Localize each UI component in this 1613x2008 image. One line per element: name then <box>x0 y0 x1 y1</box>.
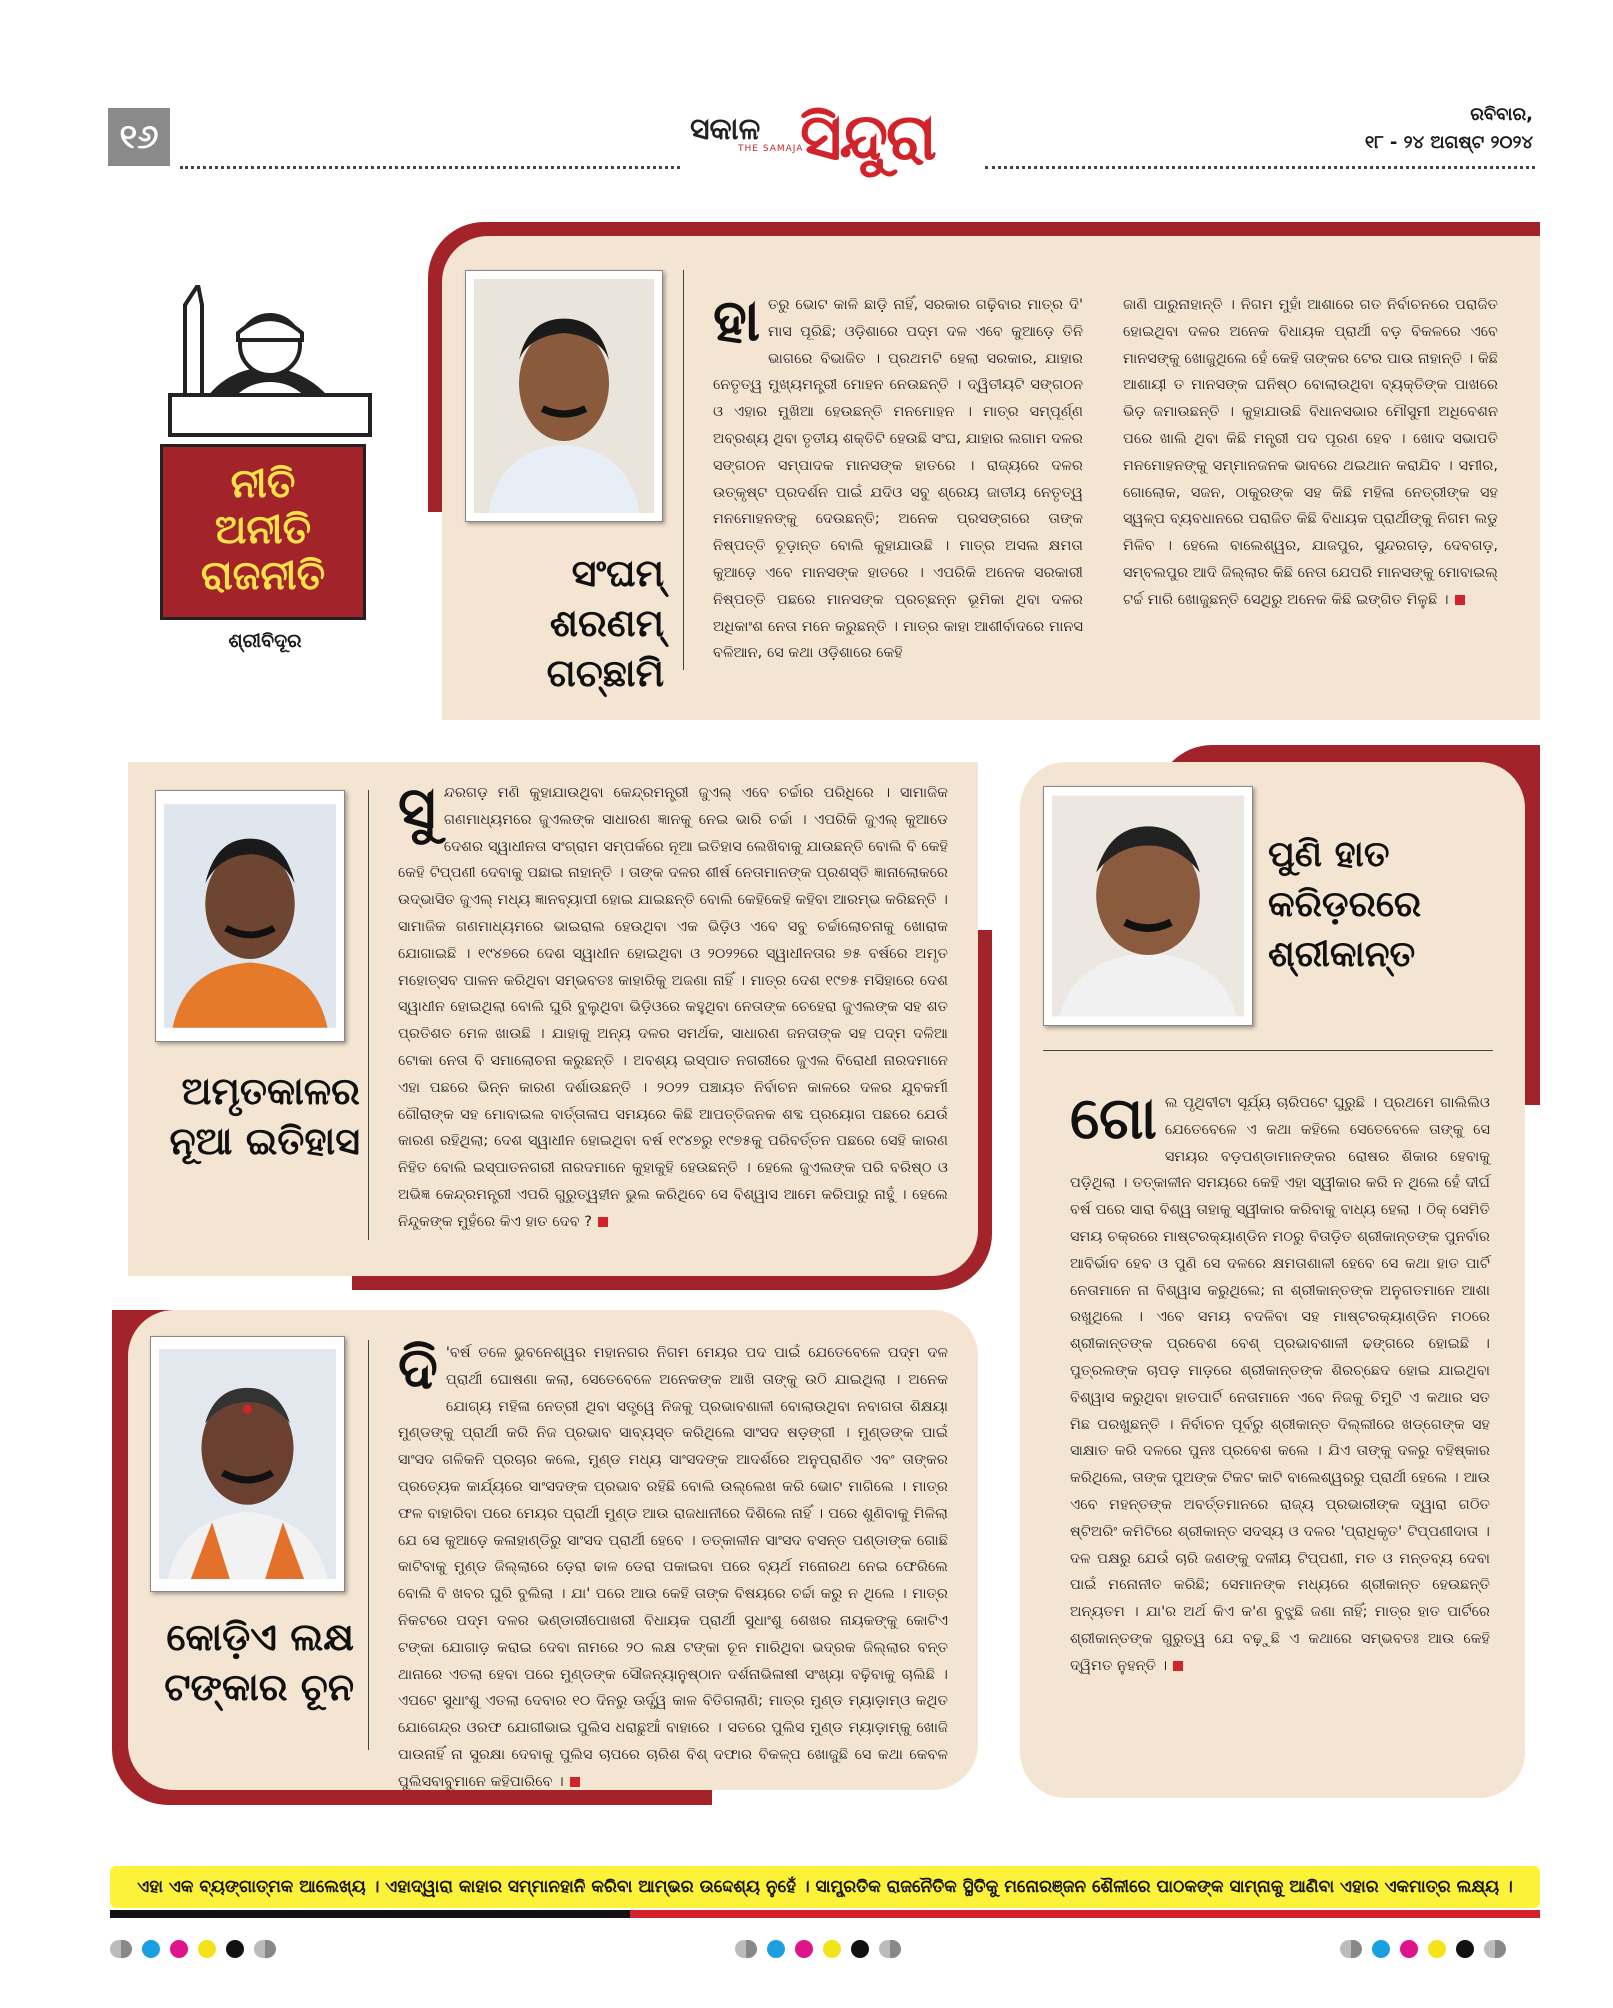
logo-sakal: ସକାଳ <box>690 112 761 147</box>
registration-mark <box>1372 1940 1390 1958</box>
article3-text: ଲ ପୃଥିବୀଟା ସୂର୍ଯ୍ୟ ଚାରିପଟେ ଘୁରୁଛି । ପ୍ରଥମେ ଗାଲିଲିଓ ଯେତେବେଳେ ଏ କଥା କହିଲେ ସେତେବେଳେ ତାଙ୍କୁ ସେ ସମୟର ବଡ଼ପଣ୍ଡାମାନଙ୍କର ରୋଷର ଶିକାର ହେବାକୁ ପଡ଼ିଥିଲା । ତତ୍କାଳୀନ ସମୟରେ କେହି ଏହା ସ୍ୱୀକାର କରି ନ ଥିଲେ ହେଁ ଦୀର୍ଘ ବର୍ଷ ପରେ ସାରା ବିଶ୍ୱ ତାହାକୁ ସ୍ୱୀକାର କରିବାକୁ ବାଧ୍ୟ ହେଲା । ଠିକ୍ ସେମିତି ସମୟ ଚକ୍ରରେ ମାଷ୍ଟରକ୍ୟାଣ୍ଡିନ ମଠରୁ ବିତାଡ଼ିତ ଶ୍ରୀକାନ୍ତଙ୍କ ପୁନର୍ବାର ଆବିର୍ଭାବ ହେବ ଓ ପୁଣି ସେ ଦଳରେ କ୍ଷମତାଶାଳୀ ହେବେ ସେ କଥା ହାତ ପାର୍ଟି ନେତାମାନେ ନା ବିଶ୍ୱାସ କରୁଥିଲେ; ନା ଶ୍ରୀକାନ୍ତଙ୍କ ଅନୁଗତମାନେ ଆଶା ରଖୁଥିଲେ । ଏବେ ସମୟ ବଦଳିବା ସହ ମାଷ୍ଟରକ୍ୟାଣ୍ଡିନ ମଠରେ ଶ୍ରୀକାନ୍ତଙ୍କ ପ୍ରବେଶ ବେଶ୍ ପ୍ରଭାବଶାଳୀ ଢଙ୍ଗରେ ହୋଇଛି । ପୁତ୍ରଲଙ୍କ ଚାପଡ଼ ମାଡ଼ରେ ଶ୍ରୀକାନ୍ତଙ୍କ ଶିରଚ୍ଛେଦ ହୋଇ ଯାଇଥିବା ବିଶ୍ୱାସ କରୁଥିବା ହାତପାର୍ଟି ନେତାମାନେ ଏବେ ନିଜକୁ ଚିମୁଟି ଏ କଥାର ସତ ମିଛ ପରଖୁଛନ୍ତି । ନିର୍ବାଚନ ପୂର୍ବରୁ ଶ୍ରୀକାନ୍ତ ଦିଲ୍ଲୀରେ ଖଡ୍ଗେଙ୍କ ସହ ସାକ୍ଷାତ କରି ଦଳରେ ପୁନଃ ପ୍ରବେଶ କଲେ । ଯିଏ ତାଙ୍କୁ ଦଳରୁ ବହିଷ୍କାର କରିଥିଲେ, ତାଙ୍କ ପୁଅଙ୍କ ଟିକଟ କାଟି ବାଲେଶ୍ୱରରୁ ପ୍ରାର୍ଥୀ ହେଲେ । ଆଉ ଏବେ ମହନ୍ତଙ୍କ ଅବର୍ତ୍ତମାନରେ ରାଜ୍ୟ ପ୍ରଭାରୀଙ୍କ ଦ୍ୱାରା ଗଠିତ ଷ୍ଟିଅରିଂ କମିଟିରେ ଶ୍ରୀକାନ୍ତ ସଦସ୍ୟ ଓ ଦଳର 'ପ୍ରାଧିକୃତ' ଟିପ୍ପଣୀଦାତା । ଦଳ ପକ୍ଷରୁ ଯେଉଁ ଚାରି ଜଣଙ୍କୁ ଦଳୀୟ ଟିପ୍ପଣୀ, ମତ ଓ ମନ୍ତବ୍ୟ ଦେବା ପାଇଁ ମନୋନୀତ କରିଛି; ସେମାନଙ୍କ ମଧ୍ୟରେ ଶ୍ରୀକାନ୍ତ ହେଉଛନ୍ତି ଅନ୍ୟତମ । ଯା'ର ଅର୍ଥ କିଏ କ'ଣ ବୁଝୁଛି ଜଣା ନାହିଁ; ମାତ୍ର ହାତ ପାର୍ଟିରେ ଶ୍ରୀକାନ୍ତଙ୍କ ଗୁରୁତ୍ୱ ଯେ ବଢ଼ୁଛି ଏ କଥାରେ ସମ୍ଭବତଃ ଆଉ କେହି ଦ୍ୱିମତ ନୁହନ୍ତି । <box>1070 1094 1490 1674</box>
registration-mark <box>1484 1940 1506 1958</box>
registration-mark <box>170 1940 188 1958</box>
registration-mark <box>1428 1940 1446 1958</box>
registration-mark <box>198 1940 216 1958</box>
article2-divider <box>368 790 369 1240</box>
registration-mark <box>254 1940 276 1958</box>
headline-line: ଗଚ୍ଛାମି <box>546 651 664 695</box>
headline-line: ଅମୃତକାଳର <box>181 1069 360 1113</box>
headline-line: ସଂଘମ୍ ଶରଣମ୍ <box>549 551 664 645</box>
logo-sakal-sub: THE SAMAJA <box>738 144 804 154</box>
registration-mark <box>1456 1940 1474 1958</box>
headline-line: ଟଙ୍କାର ଚୂନ <box>164 1665 354 1709</box>
column-title-line: ଅନୀତି <box>214 507 312 553</box>
article4-text: 'ବର୍ଷ ତଳେ ଭୁବନେଶ୍ୱର ମହାନଗର ନିଗମ ମେୟର ପଦ ପାଇଁ ଯେତେବେଳେ ପଦ୍ମ ଦଳ ପ୍ରାର୍ଥୀ ଘୋଷଣା କଲା, ସେତେବେଳେ ଅନେକଙ୍କ ଆଖି ତାଙ୍କୁ ଉଠି ଯାଇଥିଲା । ଅନେକ ଯୋଗ୍ୟ ମହିଳା ନେତ୍ରୀ ଥିବା ସତ୍ତ୍ୱେ ନିଜକୁ ପ୍ରଭାବଶାଳୀ ବୋଲାଉଥିବା ନବାଗତା ଶିକ୍ଷୟା ମୁଣ୍ଡଙ୍କୁ ପ୍ରାର୍ଥୀ କରି ନିଜ ପ୍ରଭାବ ସାବ୍ୟସ୍ତ କରିଥିଲେ ସାଂସଦ ଷଡ଼ଙ୍ଗୀ । ମୁଣ୍ଡଙ୍କ ପାଇଁ ସାଂସଦ ଗଳିକନି ପ୍ରଚାର କଲେ, ମୁଣ୍ଡ ମଧ୍ୟ ସାଂସଦଙ୍କ ଆଦର୍ଶରେ ଅନୁପ୍ରାଣିତ ଏବଂ ତାଙ୍କର ପ୍ରତ୍ୟେକ କାର୍ଯ୍ୟରେ ସାଂସଦଙ୍କ ପ୍ରଭାବ ରହିଛି ବୋଲି ଉଲ୍ଲେଖ କରି ଭୋଟ ମାଗିଲେ । ମାତ୍ର ଫଳ ବାହାରିବା ପରେ ମେୟର ପ୍ରାର୍ଥୀ ମୁଣ୍ଡ ଆଉ ରାଜଧାନୀରେ ଦିଶିଲେ ନାହିଁ । ପରେ ଶୁଣିବାକୁ ମିଳିଲା ଯେ ସେ କୁଆଡ଼େ କଳାହାଣ୍ଡିରୁ ସାଂସଦ ପ୍ରାର୍ଥୀ ହେବେ । ତତ୍କାଳୀନ ସାଂସଦ ବସନ୍ତ ପଣ୍ଡାଙ୍କ ଗୋଛି କାଟିବାକୁ ମୁଣ୍ଡ ଜିଲ୍ଲାରେ ଡ଼େରା ଢାଳ ଡେରା ପକାଇବା ପରେ ବ୍ୟର୍ଥ ମନୋରଥ ନେଇ ଫେରିଲେ ବୋଲି ବି ଖବର ଘୁରି ବୁଲିଲା । ଯା' ପରେ ଆଉ କେହି ତାଙ୍କ ବିଷୟରେ ଚର୍ଚ୍ଚା କରୁ ନ ଥିଲେ । ମାତ୍ର ନିକଟରେ ପଦ୍ମ ଦଳର ଭଣ୍ଡାରୀପୋଖରୀ ବିଧାୟକ ପ୍ରାର୍ଥୀ ସୁଧାଂଶୁ ଶେଖର ନାୟକଙ୍କୁ କୋଟିଏ ଟଙ୍କା ଯୋଗାଡ଼ କରାଇ ଦେବା ନାମରେ ୨୦ ଲକ୍ଷ ଟଙ୍କା ଚୂନ ମାରିଥିବା ଭଦ୍ରକ ଜିଲ୍ଲାର ବନ୍ତ ଥାନାରେ ଏତଲା ହେବା ପରେ ମୁଣ୍ଡଙ୍କ ସୌଜନ୍ୟାନୁଷ୍ଠାନ ଦର୍ଶନାଭିଳାଷୀ ସଂଖ୍ୟା ବଢ଼ିବାକୁ ଚାଲିଛି । ଏପଟେ ସୁଧାଂଶୁ ଏତଲା ଦେବାର ୧୦ ଦିନରୁ ଊର୍ଦ୍ଧ୍ୱ କାଳ ବିତିଗଲାଣି; ମାତ୍ର ମୁଣ୍ଡ ମ୍ୟାଡ଼ାମ୍‌ଓ କଥିତ ଯୋଗେନ୍ଦ୍ର ଓରଫ ଯୋଗୀଭାଇ ପୁଲିସ ଧରାଛୁଆଁ ବାହାରେ । ସତରେ ପୁଲିସ ମୁଣ୍ଡ ମ୍ୟାଡ଼ାମ୍‌କୁ ଖୋଜି ପାଉନାହିଁ ନା ସୁରକ୍ଷା ଦେବାକୁ ପୁଲିସ ଚାପରେ ଚାରିଶ ବିଶ୍ ଦଫାର ବିକଳ୍ପ ଖୋଜୁଛି ସେ କଥା କେବଳ ପୁଲିସବାବୁମାନେ କହିପାରିବେ । <box>398 1344 948 1790</box>
end-mark <box>598 1217 608 1227</box>
page-number: ୧୬ <box>108 108 170 166</box>
portrait-icon <box>474 279 654 513</box>
headline-line: ପୁଣି ହାତ <box>1268 834 1390 875</box>
registration-mark <box>1400 1940 1418 1958</box>
article4-photo <box>150 1336 345 1592</box>
column-title-box <box>160 444 366 620</box>
article1-text-col1: ତରୁ ଭୋଟ କାଳି ଛାଡ଼ି ନାହିଁ, ସରକାର ଗଢ଼ିବାର ମାତ୍ର ଦି' ମାସ ପୂରିଛି; ଓଡ଼ିଶାରେ ପଦ୍ମ ଦଳ ଏବେ କୁଆଡ଼େ ତିନି ଭାଗରେ ବିଭାଜିତ । ପ୍ରଥମଟି ହେଲା ସରକାର, ଯାହାର ନେତୃତ୍ୱ ମୁଖ୍ୟମନ୍ତ୍ରୀ ମୋହନ ନେଉଛନ୍ତି । ଦ୍ୱିତୀୟଟି ସଙ୍ଗଠନ ଓ ଏହାର ମୁଖିଆ ହେଉଛନ୍ତି ମନମୋହନ । ମାତ୍ର ସମ୍ପୂର୍ଣ୍ଣ ଅବ୍ରଶ୍ୟ ଥିବା ତୃତୀୟ ଶକ୍ତିଟି ହେଉଛି ସଂଘ, ଯାହାର ଲଗାମ ଦଳର ସଙ୍ଗଠନ ସମ୍ପାଦକ ମାନସଙ୍କ ହାତରେ । ରାଜ୍ୟରେ ଦଳର ଉତ୍କୃଷ୍ଟ ପ୍ରଦର୍ଶନ ପାଇଁ ଯଦିଓ ସବୁ ଶ୍ରେୟ ଜାତୀୟ ନେତୃତ୍ୱ ମନମୋହନଙ୍କୁ ଦେଉଛନ୍ତି; ଅନେକ ପ୍ରସଙ୍ଗରେ ତାଙ୍କ ନିଷ୍ପତ୍ତି ଚୂଡ଼ାନ୍ତ ବୋଲି କୁହାଯାଉଛି । ମାତ୍ର ଅସଲ କ୍ଷମତା କୁଆଡ଼େ ଏବେ ମାନସଙ୍କ ହାତରେ । ଏପରିକି ଅନେକ ସରକାରୀ ନିଷ୍ପତ୍ତି ପଛରେ ମାନସଙ୍କ ପ୍ରଚ୍ଛନ୍ନ ଭୂମିକା ଥିବା ଦଳର ଅଧିକାଂଶ ନେତା ମନେ କରୁଛନ୍ତି । ମାତ୍ର କାହା ଆଶୀର୍ବାଦରେ ମାନସ ବଳିଆନ, ସେ କଥା ଓଡ଼ିଶାରେ କେହି <box>713 296 1083 662</box>
registration-mark <box>110 1940 132 1958</box>
header-rule-left <box>180 166 680 169</box>
registration-mark <box>735 1940 757 1958</box>
article1-headline <box>452 548 664 698</box>
dropcap: ଗୋ <box>1070 1084 1157 1152</box>
article3-headline <box>1268 830 1508 980</box>
article2-text: ନ୍ଦରଗଡ଼ ମଣି କୁହାଯାଉଥିବା କେନ୍ଦ୍ରମନ୍ତ୍ରୀ ଜୁଏଲ୍ ଏବେ ଚର୍ଚ୍ଚାର ପରିଧିରେ । ସାମାଜିକ ଗଣମାଧ୍ୟମରେ ଜୁଏଲଙ୍କ ସାଧାରଣ ଜ୍ଞାନକୁ ନେଇ ଭାରି ଚର୍ଚ୍ଚା । ଏପରିକି ଜୁଏଲ୍ କୁଆଡେ ଦେଶର ସ୍ୱାଧୀନତା ସଂଗ୍ରାମ ସମ୍ପର୍କରେ ନୂଆ ଇତିହାସ ଲେଖିବାକୁ ଯାଉଛନ୍ତି ବୋଲି ବି କେହି କେହି ଟିପ୍ପଣୀ ଦେବାକୁ ପଛାଇ ନାହାନ୍ତି । ତାଙ୍କ ଦଳର ଶୀର୍ଷ ନେତାମାନଙ୍କ ପ୍ରଶସ୍ତି ଜ୍ଞାନାଲୋକରେ ଉଦ୍ଭାସିତ ଜୁଏଲ୍ ମଧ୍ୟ ଜ୍ଞାନବ୍ୟାପୀ ହୋଇ ଯାଇଛନ୍ତି ବୋଲି କେହିକେହି କହିବା ଆରମ୍ଭ କରିଛନ୍ତି । ସାମାଜିକ ଗଣମାଧ୍ୟମରେ ଭାଇରାଲ ହେଉଥିବା ଏକ ଭିଡ଼ିଓ ଏବେ ସବୁ ଚର୍ଚ୍ଚାଲୋଚନାକୁ ଖୋରାକ ଯୋଗାଇଛି । ୧୯୪୭ରେ ଦେଶ ସ୍ୱାଧୀନ ହୋଇଥିବା ଓ ୨୦୨୨ରେ ସ୍ୱାଧୀନତାର ୭୫ ବର୍ଷରେ ଅମୃତ ମହୋତ୍ସବ ପାଳନ କରିଥିବା ସମ୍ଭବତଃ କାହାରିକୁ ଅଜଣା ନାହିଁ । ମାତ୍ର ଦେଶ ୧୯୭୫ ମସିହାରେ ଦେଶ ସ୍ୱାଧୀନ ହୋଇଥିଲା ବୋଲି ଘୁରି ବୁଲୁଥିବା ଭିଡ଼ିଓରେ କହୁଥିବା ନେତାଙ୍କ ଚେହେରା ଜୁଏଲଙ୍କ ସହ ଶତ ପ୍ରତିଶତ ମେଳ ଖାଉଛି । ଯାହାକୁ ଅନ୍ୟ ଦଳର ସମର୍ଥକ, ସାଧାରଣ ଜନତାଙ୍କ ସହ ପଦ୍ମ ଦଳିଆ ଟୋକା ନେତା ବି ସମାଲୋଚନା କରୁଛନ୍ତି । ଅବଶ୍ୟ ଇସ୍ପାତ ନଗରୀରେ ଜୁଏଲ ବିରୋଧୀ ନାରଦମାନେ ଏହା ପଛରେ ଭିନ୍ନ କାରଣ ଦର୍ଶାଉଛନ୍ତି । ୨୦୨୨ ପଞ୍ଚାୟତ ନିର୍ବାଚନ କାଳରେ ଦଳର ଯୁବକର୍ମୀ ଗୌରାଙ୍କ ସହ ମୋବାଇଲ ବାର୍ତ୍ତାଳାପ ସମୟରେ କିଛି ଆପତ୍ତିଜନକ ଶବ୍ଦ ପ୍ରୟୋଗ ପଛରେ ଯେଉଁ କାରଣ ରହିଥିଲା; ଦେଶ ସ୍ୱାଧୀନ ହୋଇଥିବା ବର୍ଷ ୧୯୪୭ରୁ ୧୯୭୫କୁ ପରିବର୍ତ୍ତନ ପଛରେ ସେହି କାରଣ ନିହିତ ବୋଲି ଇସ୍ପାତନଗରୀ ନାରଦମାନେ କୁହାକୁହି ହେଉଛନ୍ତି । ହେଲେ ଜୁଏଲଙ୍କ ପରି ବରିଷ୍ଠ ଓ ଅଭିଜ୍ଞ କେନ୍ଦ୍ରମନ୍ତ୍ରୀ ଏପରି ଗୁରୁତ୍ୱହୀନ ଭୁଲ କରିଥିବେ ସେ ବିଶ୍ୱାସ ଆମେ କରିପାରୁ ନାହୁଁ । ହେଲେ ନିନ୍ଦୁକଙ୍କ ମୁହଁରେ କିଏ ହାତ ଦେବ ? <box>398 784 948 1230</box>
footer-disclaimer: ଏହା ଏକ ବ୍ୟଙ୍ଗାତ୍ମକ ଆଲେଖ୍ୟ । ଏହାଦ୍ୱାରା କାହାର ସମ୍ମାନହାନି କରିବା ଆମ୍ଭର ଉଦ୍ଦେଶ୍ୟ ନୁହେଁ । ସାମ୍ପ୍ରତିକ ରାଜନୈତିକ ସ୍ଥିତିକୁ ମନୋରଞ୍ଜନ ଶୈଳୀରେ ପାଠକଙ୍କ ସାମ୍ନାକୁ ଆଣିବା ଏହାର ଏକମାତ୍ର ଲକ୍ଷ୍ୟ । <box>110 1866 1540 1908</box>
article4-divider <box>368 1340 369 1750</box>
registration-marks-center <box>735 1940 901 1958</box>
politician-illustration <box>150 285 390 445</box>
end-mark <box>1455 595 1465 605</box>
logo-sindura: ସିନ୍ଦୁରା <box>800 100 935 175</box>
registration-mark <box>879 1940 901 1958</box>
registration-mark <box>1340 1940 1362 1958</box>
portrait-icon <box>159 1345 336 1583</box>
dropcap: ସୁ <box>398 774 436 842</box>
headline-line: କୋଡ଼ିଏ ଲକ୍ଷ <box>166 1615 354 1659</box>
registration-mark <box>226 1940 244 1958</box>
registration-marks-left <box>110 1940 276 1958</box>
registration-mark <box>142 1940 160 1958</box>
registration-mark <box>795 1940 813 1958</box>
end-mark <box>570 1777 580 1787</box>
article4-headline <box>130 1612 354 1712</box>
article4-body <box>398 1334 948 1796</box>
article3-photo <box>1043 786 1253 1026</box>
end-mark <box>1173 1661 1183 1671</box>
article1-divider <box>683 270 684 670</box>
registration-mark <box>823 1940 841 1958</box>
headline-line: ଶ୍ରୀକାନ୍ତ <box>1268 934 1416 975</box>
article2-body <box>398 774 948 1236</box>
headline-line: କରିଡ଼ରରେ <box>1268 884 1422 925</box>
article1-col1 <box>713 286 1083 667</box>
column-byline: ଶ୍ରୀବିଦୂର <box>228 630 302 652</box>
registration-mark <box>851 1940 869 1958</box>
article2-headline <box>136 1066 360 1166</box>
article3-body <box>1070 1084 1490 1680</box>
article3-divider <box>1043 1050 1493 1051</box>
header-rule-right <box>985 166 1535 169</box>
dropcap: ହା <box>713 286 761 354</box>
date-range: ୧୮ - ୨୪ ଅଗଷ୍ଟ ୨୦୨୪ <box>1364 132 1533 153</box>
portrait-icon <box>1052 795 1244 1017</box>
article1-photo <box>465 270 663 522</box>
article2-photo <box>155 790 345 1042</box>
registration-mark <box>767 1940 785 1958</box>
registration-marks-right <box>1340 1940 1506 1958</box>
portrait-icon <box>164 799 336 1033</box>
article1-col2 <box>1123 292 1498 614</box>
headline-line: ନୂଆ ଇତିହାସ <box>169 1119 360 1163</box>
color-stripe-black <box>110 1910 630 1918</box>
color-stripe-red <box>630 1910 1540 1918</box>
column-title-line: ରାଜନୀତି <box>200 553 326 599</box>
date-day: ରବିବାର, <box>1470 104 1533 125</box>
article1-text-col2: ଜାଣି ପାରୁନାହାନ୍ତି । ନିଗମ ମୁହାଁ ଆଶାରେ ଗତ ନିର୍ବାଚନରେ ପରାଜିତ ହୋଇଥିବା ଦଳର ଅନେକ ବିଧାୟକ ପ୍ରାର୍ଥୀ ବଡ଼ ବିକଳରେ ଏବେ ମାନସଙ୍କୁ ଖୋଜୁଥିଲେ ହେଁ କେହି ତାଙ୍କର ଟେର ପାଉ ନାହାନ୍ତି । କିଛି ଆଶାୟୀ ତ ମାନସଙ୍କ ଘନିଷ୍ଠ ବୋଲାଉଥିବା ବ୍ୟକ୍ତିଙ୍କ ପାଖରେ ଭିଡ଼ ଜମାଉଛନ୍ତି । କୁହାଯାଉଛି ବିଧାନସଭାର ମୌସୁମୀ ଅଧିବେଶନ ପରେ ଖାଲି ଥିବା କିଛି ମନ୍ତ୍ରୀ ପଦ ପୂରଣ ହେବ । ଖୋଦ ସଭାପତି ମନମୋହନଙ୍କୁ ସମ୍ମାନଜନକ ଭାବରେ ଥଇଥାନ କରାଯିବ । ସମୀର, ଗୋଲୋକ, ସଜନ, ଠାକୁରଙ୍କ ସହ କିଛି ମହିଳା ନେତ୍ରୀଙ୍କ ସହ ସ୍ୱଳ୍ପ ବ୍ୟବଧାନରେ ପରାଜିତ କିଛି ବିଧାୟକ ପ୍ରାର୍ଥୀଙ୍କୁ ନିଗମ ଲଡୁ ମିଳିବ । ହେଲେ ବାଲେଶ୍ୱର, ଯାଜପୁର, ସୁନ୍ଦରଗଡ଼, ଦେବଗଡ଼, ସମ୍ବଲପୁର ଆଦି ଜିଲ୍ଲାର କିଛି ନେତା ଯେପରି ମାନସଙ୍କୁ ମୋବାଇଲ୍ ଟର୍ଚ୍ଚ ମାରି ଖୋଜୁଛନ୍ତି ସେଥିରୁ ଅନେକ କିଛି ଇଙ୍ଗିତ ମିଳୁଛି । <box>1123 296 1498 608</box>
dropcap: ଦି <box>398 1334 438 1402</box>
column-title-line: ନୀତି <box>230 461 296 507</box>
